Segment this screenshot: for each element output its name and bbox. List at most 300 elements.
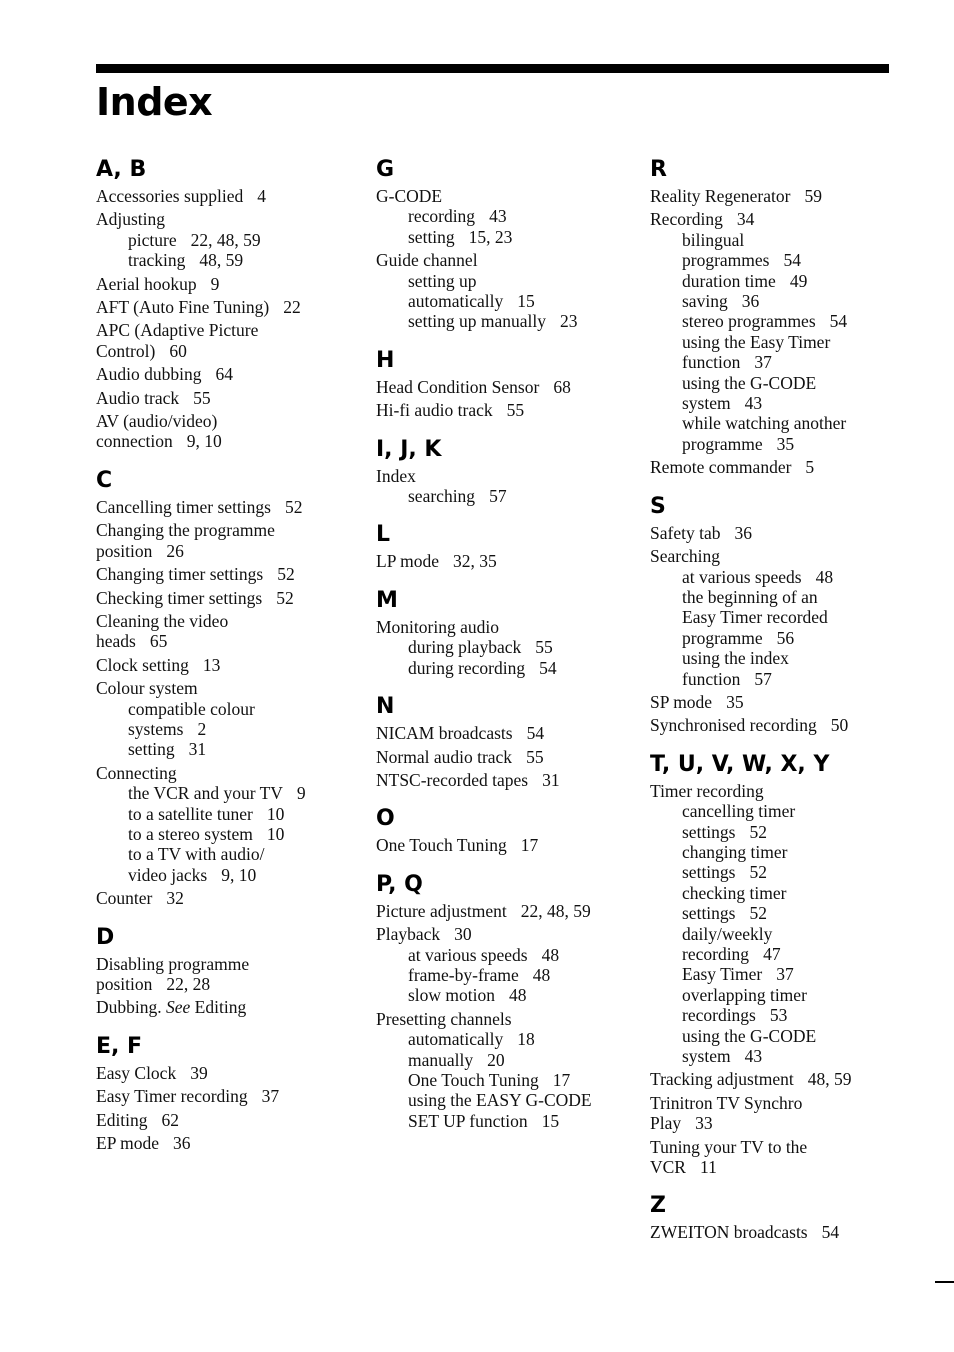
index-column-2 xyxy=(376,154,626,1144)
page-ref: 68 xyxy=(553,376,571,397)
text-line xyxy=(128,230,344,250)
index-subentry xyxy=(408,206,626,226)
term-text: Clock setting xyxy=(96,654,189,675)
subentry-text xyxy=(682,883,890,924)
page-ref: 15 xyxy=(541,1110,560,1131)
entry-text xyxy=(96,1063,344,1083)
subentry-list xyxy=(376,637,626,678)
text-line xyxy=(96,1063,344,1083)
term-text: recording xyxy=(408,206,476,227)
entry-text xyxy=(96,388,344,408)
term-text: bilingual xyxy=(682,229,745,250)
page-ref: 18 xyxy=(517,1029,535,1050)
term-text: Safety tab xyxy=(650,522,721,543)
index-column-1 xyxy=(96,154,344,1166)
index-entry xyxy=(96,320,344,361)
entry-text xyxy=(96,564,344,584)
page-ref: 55 xyxy=(535,637,553,658)
term-text: searching xyxy=(408,486,476,507)
term-text: G-CODE xyxy=(376,186,443,206)
index-subentry xyxy=(682,842,890,883)
entry-text xyxy=(650,781,890,801)
index-subentry xyxy=(682,311,890,331)
page-ref: 54 xyxy=(821,1222,840,1243)
index-section xyxy=(376,803,626,855)
subentry-text xyxy=(682,332,890,373)
term-text: LP mode xyxy=(376,551,440,572)
index-entry xyxy=(96,611,344,652)
text-line xyxy=(96,611,344,631)
term-text: compatible colour xyxy=(128,698,255,719)
text-line xyxy=(376,770,626,790)
index-section xyxy=(650,491,890,736)
text-line xyxy=(650,781,890,801)
term-text: Index xyxy=(376,465,416,486)
subentry-text xyxy=(682,842,890,883)
index-subentry xyxy=(682,964,890,984)
index-subentry xyxy=(682,587,890,648)
text-line xyxy=(96,954,344,974)
text-line xyxy=(650,186,890,206)
subentry-text xyxy=(408,658,626,678)
page-ref: 32 xyxy=(166,888,184,909)
index-entry xyxy=(96,564,344,584)
text-line xyxy=(96,297,344,317)
text-line xyxy=(682,883,890,903)
index-entry xyxy=(96,497,344,517)
page-ref: 43 xyxy=(744,393,763,414)
term-text: the VCR and your TV xyxy=(128,783,283,804)
term-text: NICAM broadcasts xyxy=(376,723,513,744)
index-subentry xyxy=(682,332,890,373)
section-letter: T, U, V, W, X, Y xyxy=(650,751,830,777)
term-text: Remote commander xyxy=(650,457,792,478)
index-subentry xyxy=(128,804,344,824)
page-ref: 2 xyxy=(197,718,207,739)
text-line xyxy=(682,352,890,372)
page-ref: 22, 48, 59 xyxy=(190,229,261,250)
text-line xyxy=(682,628,890,648)
text-line xyxy=(96,320,344,340)
term-text: SP mode xyxy=(650,691,713,712)
text-line xyxy=(650,692,890,712)
index-subentry xyxy=(682,1026,890,1067)
term-text: Disabling programme xyxy=(96,953,250,974)
index-entry xyxy=(376,617,626,678)
index-subentry xyxy=(408,985,626,1005)
entry-text xyxy=(96,763,344,783)
text-line xyxy=(650,546,890,566)
text-line xyxy=(682,842,890,862)
index-entry xyxy=(96,1133,344,1153)
term-text: Timer recording xyxy=(650,780,764,801)
term-text: Counter xyxy=(96,888,153,909)
term-text: Monitoring audio xyxy=(376,616,499,637)
entry-text xyxy=(96,655,344,675)
text-line xyxy=(376,250,626,270)
text-line xyxy=(408,311,626,331)
page-ref: 54 xyxy=(829,311,848,332)
entry-text xyxy=(376,901,626,921)
page-ref: 55 xyxy=(193,387,211,408)
page-ref: 22, 28 xyxy=(166,974,211,994)
subentry-list xyxy=(96,783,344,885)
text-line xyxy=(96,411,344,431)
page-ref: 10 xyxy=(266,823,285,844)
section-letter: E, F xyxy=(96,1033,143,1059)
page-ref: 47 xyxy=(763,944,781,964)
text-line xyxy=(682,648,890,668)
entry-text xyxy=(650,546,890,566)
index-entry xyxy=(650,523,890,543)
index-subentry xyxy=(408,945,626,965)
term-text: automatically xyxy=(408,1029,504,1050)
see-target: Editing xyxy=(194,997,247,1018)
title-rule xyxy=(96,64,889,73)
text-line xyxy=(682,964,890,984)
term-text: recordings xyxy=(682,1005,756,1026)
index-entry xyxy=(96,954,344,995)
term-text: function xyxy=(682,352,741,373)
term-text: tracking xyxy=(128,250,186,271)
index-subentry xyxy=(128,230,344,250)
subentry-text xyxy=(682,587,890,648)
subentry-text xyxy=(408,486,626,506)
index-entry xyxy=(376,723,626,743)
index-subentry xyxy=(682,567,890,587)
entry-text xyxy=(376,1009,626,1029)
index-section xyxy=(376,434,626,507)
index-entry xyxy=(376,835,626,855)
index-subentry xyxy=(408,227,626,247)
subentry-list xyxy=(376,945,626,1006)
term-text: system xyxy=(682,1046,731,1067)
text-line xyxy=(376,723,626,743)
subentry-text xyxy=(682,373,890,414)
page-ref: 10 xyxy=(266,803,285,824)
text-line xyxy=(128,844,344,864)
text-line xyxy=(408,1050,626,1070)
term-text: Changing the programme xyxy=(96,520,275,541)
term-text: frame-by-frame xyxy=(408,964,519,985)
text-line xyxy=(96,364,344,384)
index-section xyxy=(376,869,626,1131)
subentry-text xyxy=(682,271,890,291)
text-line xyxy=(682,903,890,923)
entry-text xyxy=(96,1086,344,1106)
index-entry xyxy=(376,377,626,397)
term-text: heads xyxy=(96,631,136,652)
entry-text xyxy=(376,770,626,790)
entry-text xyxy=(376,617,626,637)
entry-text xyxy=(376,723,626,743)
entry-text xyxy=(96,274,344,294)
index-entry xyxy=(650,1137,890,1178)
subentry-text xyxy=(682,801,890,842)
page-ref: 52 xyxy=(284,496,303,517)
entry-text xyxy=(376,186,626,206)
text-line xyxy=(96,678,344,698)
term-text: VCR xyxy=(650,1157,686,1178)
entry-text xyxy=(650,523,890,543)
page-ref: 65 xyxy=(149,631,168,652)
subentry-text xyxy=(408,945,626,965)
index-subentry xyxy=(128,844,344,885)
index-section xyxy=(650,1190,890,1242)
entry-text xyxy=(96,888,344,908)
text-line xyxy=(128,739,344,759)
text-line xyxy=(408,271,626,291)
term-text: EP mode xyxy=(96,1133,160,1154)
index-subentry xyxy=(408,1070,626,1090)
text-line xyxy=(96,341,344,361)
section-letter: R xyxy=(650,157,667,182)
entry-text xyxy=(96,209,344,229)
text-line xyxy=(96,497,344,517)
entry-text xyxy=(96,297,344,317)
term-text: One Touch Tuning xyxy=(376,835,507,856)
text-line xyxy=(408,227,626,247)
section-letter: L xyxy=(376,522,391,548)
index-entry xyxy=(650,1093,890,1134)
page-ref: 23 xyxy=(560,311,578,332)
index-entry xyxy=(650,692,890,712)
subentry-text xyxy=(408,311,626,331)
term-text: while watching another xyxy=(682,413,847,434)
text-line xyxy=(376,1009,626,1029)
index-entry xyxy=(96,888,344,908)
text-line xyxy=(376,551,626,571)
term-text: Checking timer settings xyxy=(96,587,263,608)
subentry-text xyxy=(682,964,890,984)
term-text: setting up xyxy=(408,270,477,291)
term-text: AV (audio/video) xyxy=(96,411,218,432)
index-entry xyxy=(650,1069,890,1089)
index-subentry xyxy=(682,985,890,1026)
subentry-text xyxy=(408,1029,626,1049)
index-entry xyxy=(376,466,626,507)
term-text: during playback xyxy=(408,637,522,658)
text-line xyxy=(128,250,344,270)
text-line xyxy=(682,862,890,882)
text-line xyxy=(682,1005,890,1025)
entry-text xyxy=(96,588,344,608)
subentry-text xyxy=(408,1090,626,1131)
entry-text xyxy=(96,1133,344,1153)
text-line xyxy=(376,747,626,767)
page-ref: 52 xyxy=(276,587,294,608)
term-text: recording xyxy=(682,944,750,964)
text-line xyxy=(376,400,626,420)
subentry-list xyxy=(376,486,626,506)
text-line xyxy=(682,924,890,944)
page-ref: 48 xyxy=(509,985,527,1006)
index-subentry xyxy=(682,271,890,291)
text-line xyxy=(650,1069,890,1089)
index-entry xyxy=(96,364,344,384)
term-text: position xyxy=(96,974,153,994)
subentry-text xyxy=(408,985,626,1005)
subentry-text xyxy=(128,739,344,759)
index-entry xyxy=(650,209,890,454)
text-line xyxy=(408,1090,626,1110)
page-ref: 54 xyxy=(539,657,557,678)
entry-text xyxy=(96,997,344,1017)
index-section xyxy=(650,154,890,478)
text-line xyxy=(650,1093,890,1113)
term-text: setting up manually xyxy=(408,311,547,332)
text-line xyxy=(682,1046,890,1066)
text-line xyxy=(408,985,626,1005)
subentry-text xyxy=(408,965,626,985)
text-line xyxy=(96,763,344,783)
index-subentry xyxy=(128,739,344,759)
text-line xyxy=(650,1222,890,1242)
page-ref: 36 xyxy=(734,522,752,543)
term-text: programme xyxy=(682,627,763,648)
entry-text xyxy=(96,497,344,517)
page-ref: 54 xyxy=(526,723,545,744)
subentry-text xyxy=(682,311,890,331)
text-line xyxy=(682,413,890,433)
page-ref: 15 xyxy=(517,291,535,312)
term-text: stereo programmes xyxy=(682,311,816,332)
entry-text xyxy=(96,411,344,452)
page-ref: 35 xyxy=(726,691,744,712)
index-subentry xyxy=(682,801,890,842)
section-letter: A, B xyxy=(96,157,147,182)
text-line xyxy=(650,523,890,543)
term-text: Cancelling timer settings xyxy=(96,496,271,517)
term-text: Playback xyxy=(376,924,441,945)
section-letter: C xyxy=(96,467,113,493)
index-entry xyxy=(96,209,344,270)
index-subentry xyxy=(408,658,626,678)
page-ref: 49 xyxy=(789,270,808,291)
term-text: checking timer xyxy=(682,882,787,903)
term-text: daily/weekly xyxy=(682,923,773,944)
page-ref: 34 xyxy=(736,209,755,230)
page-ref: 4 xyxy=(257,186,267,206)
subentry-text xyxy=(682,1026,890,1067)
index-entry xyxy=(376,250,626,332)
index-entry xyxy=(96,1063,344,1083)
subentry-text xyxy=(682,648,890,689)
term-text: settings xyxy=(682,862,736,883)
page-ref: 13 xyxy=(202,654,221,675)
text-line xyxy=(650,1137,890,1157)
subentry-text xyxy=(682,985,890,1026)
term-text: Guide channel xyxy=(376,250,478,271)
page-ref: 35 xyxy=(776,433,795,454)
subentry-list xyxy=(96,699,344,760)
text-line xyxy=(96,1086,344,1106)
text-line xyxy=(408,1111,626,1131)
subentry-text xyxy=(682,924,890,965)
page-ref: 57 xyxy=(754,668,772,689)
page-ref: 30 xyxy=(454,924,472,945)
index-subentry xyxy=(408,271,626,312)
entry-text xyxy=(650,1093,890,1134)
page-ref: 17 xyxy=(520,835,539,856)
text-line xyxy=(96,186,344,206)
text-line xyxy=(682,332,890,352)
index-subentry xyxy=(682,413,890,454)
subentry-list xyxy=(650,230,890,454)
text-line xyxy=(408,965,626,985)
term-text: NTSC-recorded tapes xyxy=(376,769,529,790)
term-text: the beginning of an xyxy=(682,586,818,607)
entry-text xyxy=(650,209,890,229)
index-entry xyxy=(96,1110,344,1130)
page-ref: 22 xyxy=(283,297,301,318)
term-text: setting xyxy=(408,226,455,247)
text-line xyxy=(128,865,344,885)
page-ref: 37 xyxy=(776,964,794,985)
term-text: programmes xyxy=(682,250,770,271)
page-ref: 52 xyxy=(277,564,295,585)
entry-text xyxy=(650,692,890,712)
text-line xyxy=(682,250,890,270)
index-section xyxy=(376,154,626,332)
entry-text xyxy=(376,551,626,571)
index-entry xyxy=(96,588,344,608)
index-entry xyxy=(96,655,344,675)
subentry-text xyxy=(682,291,890,311)
entry-text xyxy=(96,1110,344,1130)
text-line xyxy=(650,209,890,229)
page-ref: 9 xyxy=(296,783,306,804)
text-line xyxy=(682,271,890,291)
see-word: See xyxy=(166,997,191,1018)
entry-text xyxy=(376,835,626,855)
page-ref: 37 xyxy=(261,1086,280,1107)
term-text: to a TV with audio/ xyxy=(128,844,265,865)
term-text: at various speeds xyxy=(682,566,802,587)
index-section xyxy=(96,154,344,452)
page-ref: 48, 59 xyxy=(199,250,244,271)
term-text: AFT (Auto Fine Tuning) xyxy=(96,297,270,318)
term-text: automatically xyxy=(408,291,504,312)
entry-text xyxy=(96,954,344,995)
page-ref: 56 xyxy=(776,627,795,648)
term-text: overlapping timer xyxy=(682,984,807,1005)
index-subentry xyxy=(682,648,890,689)
term-text: One Touch Tuning xyxy=(408,1069,539,1090)
index-subentry xyxy=(128,824,344,844)
index-entry xyxy=(96,388,344,408)
entry-text xyxy=(650,1137,890,1178)
index-section xyxy=(96,922,344,1018)
subentry-text xyxy=(408,1070,626,1090)
subentry-list xyxy=(96,230,344,271)
term-text: SET UP function xyxy=(408,1110,528,1131)
page-ref: 60 xyxy=(169,340,187,361)
text-line xyxy=(376,466,626,486)
entry-text xyxy=(376,924,626,944)
page-ref: 17 xyxy=(552,1069,571,1090)
subentry-list xyxy=(650,567,890,689)
term-text: connection xyxy=(96,431,173,452)
page-ref: 5 xyxy=(805,457,815,478)
entry-text xyxy=(376,466,626,486)
text-line xyxy=(128,719,344,739)
text-line xyxy=(408,291,626,311)
subentry-text xyxy=(128,783,344,803)
page-ref: 31 xyxy=(542,769,560,790)
term-text: Easy Timer recording xyxy=(96,1086,248,1107)
index-entry xyxy=(96,1086,344,1106)
